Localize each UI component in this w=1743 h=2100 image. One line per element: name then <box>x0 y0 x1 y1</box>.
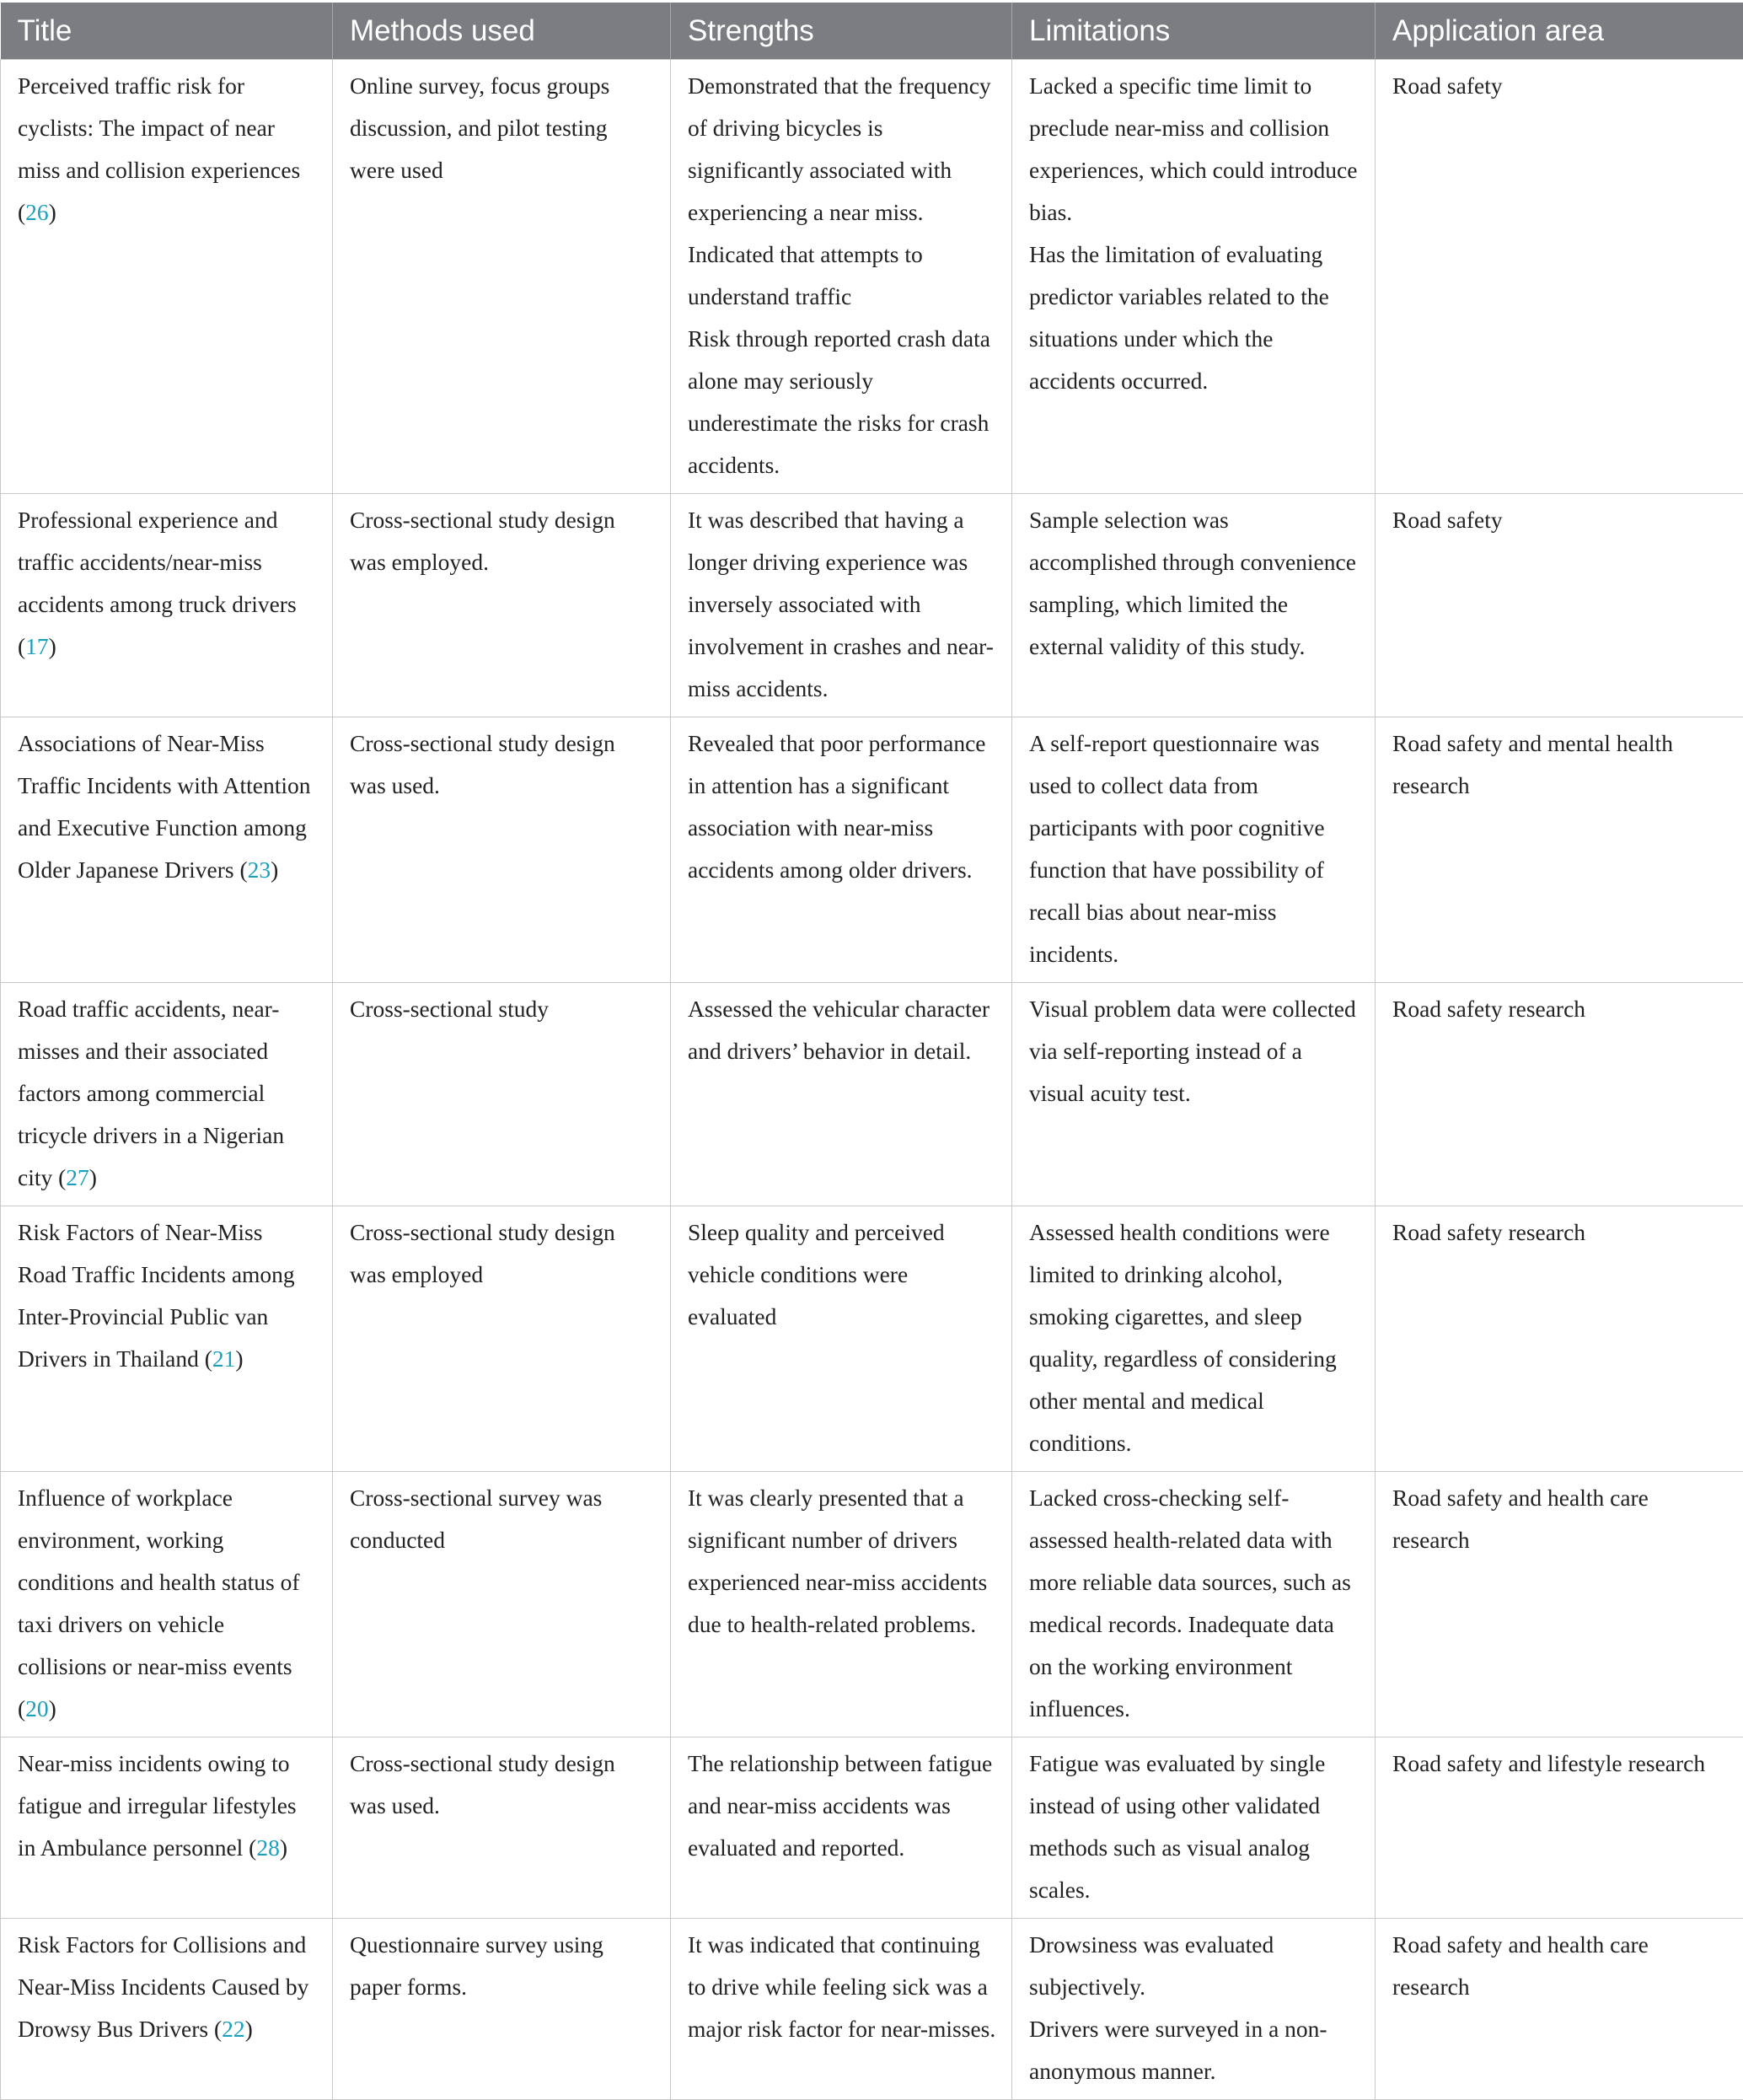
cell-strengths-text: Sleep quality and perceived vehicle conditions were evaluated <box>688 1211 996 1338</box>
cell-methods-text: Questionnaire survey using paper forms. <box>350 1924 655 2008</box>
cell-application-area: Road safety and health care research <box>1376 1919 1743 2100</box>
reference-link[interactable]: 27 <box>66 1164 89 1190</box>
cell-strengths-text: Risk through reported crash data alone may seriously underestimate the risks for crash accidents. <box>688 318 996 486</box>
cell-limitations-text: A self-report questionnaire was used to collect data from participants with poor cognitive function that have possibility of recall bias about near-miss incidents. <box>1029 722 1360 975</box>
table-row <box>1 1472 1743 1737</box>
study-title: Perceived traffic risk for cyclists: The impact of near miss and collision experiences <box>18 73 300 183</box>
cell-methods-text: Cross-sectional survey was conducted <box>350 1477 655 1561</box>
study-title: Influence of workplace environment, working conditions and health status of taxi drivers on vehicle collisions or near-miss events <box>18 1485 300 1679</box>
study-title: Risk Factors for Collisions and Near-Miss Incidents Caused by Drowsy Bus Drivers <box>18 1931 308 2042</box>
cell-methods <box>333 717 671 983</box>
cell-strengths-text: Assessed the vehicular character and drivers’ behavior in detail. <box>688 988 996 1072</box>
table-body <box>1 60 1743 2100</box>
reference-link[interactable]: 28 <box>256 1834 280 1861</box>
cell-limitations-text: Lacked cross-checking self-assessed health-related data with more reliable data sources, such as medical records. Inadequate data on the working environment influences. <box>1029 1477 1360 1730</box>
header-strengths: Strengths <box>671 3 1012 60</box>
reference-link[interactable]: 20 <box>25 1695 49 1721</box>
study-title: Associations of Near-Miss Traffic Incidents with Attention and Executive Function among Older Japanese Drivers <box>18 730 311 883</box>
cell-methods-text: Cross-sectional study design was used. <box>350 722 655 807</box>
table-row <box>1 1206 1743 1472</box>
cell-limitations <box>1012 983 1376 1206</box>
cell-limitations-text: Sample selection was accomplished through convenience sampling, which limited the external validity of this study. <box>1029 499 1360 668</box>
cell-application-area: Road safety <box>1376 494 1743 717</box>
cell-limitations-text: Has the limitation of evaluating predictor variables related to the situations under which the accidents occurred. <box>1029 234 1360 402</box>
cell-title: Influence of workplace environment, working conditions and health status of taxi drivers on vehicle collisions or near-miss events (20) <box>1 1472 333 1737</box>
cell-strengths <box>671 1472 1012 1737</box>
cell-limitations-text: Drowsiness was evaluated subjectively. <box>1029 1924 1360 2008</box>
cell-methods-text: Cross-sectional study design was used. <box>350 1743 655 1827</box>
header-application-area: Application area <box>1376 3 1743 60</box>
cell-methods <box>333 494 671 717</box>
cell-application-area: Road safety research <box>1376 1206 1743 1472</box>
review-table <box>0 3 1743 2100</box>
reference-link[interactable]: 21 <box>212 1345 236 1372</box>
study-title: Risk Factors of Near-Miss Road Traffic Incidents among Inter-Provincial Public van Drivers in Thailand <box>18 1219 295 1372</box>
cell-application-area: Road safety <box>1376 60 1743 494</box>
cell-methods <box>333 1206 671 1472</box>
cell-methods <box>333 983 671 1206</box>
cell-limitations-text: Assessed health conditions were limited to drinking alcohol, smoking cigarettes, and sleep quality, regardless of considering other mental and medical conditions. <box>1029 1211 1360 1464</box>
reference-link[interactable]: 17 <box>25 633 49 659</box>
cell-methods-text: Cross-sectional study <box>350 988 655 1030</box>
reference-link[interactable]: 23 <box>248 857 271 883</box>
cell-title: Perceived traffic risk for cyclists: The impact of near miss and collision experiences (26) <box>1 60 333 494</box>
reference-link[interactable]: 22 <box>222 2016 245 2042</box>
cell-strengths <box>671 1206 1012 1472</box>
table-row <box>1 983 1743 1206</box>
cell-application-area: Road safety and mental health research <box>1376 717 1743 983</box>
table-row <box>1 1737 1743 1919</box>
table-row <box>1 1919 1743 2100</box>
cell-application-area: Road safety and health care research <box>1376 1472 1743 1737</box>
cell-strengths <box>671 494 1012 717</box>
cell-limitations <box>1012 60 1376 494</box>
cell-strengths <box>671 717 1012 983</box>
cell-methods <box>333 1919 671 2100</box>
cell-limitations <box>1012 1472 1376 1737</box>
cell-application-area: Road safety and lifestyle research <box>1376 1737 1743 1919</box>
cell-limitations-text: Visual problem data were collected via self-reporting instead of a visual acuity test. <box>1029 988 1360 1114</box>
cell-strengths-text: Revealed that poor performance in attention has a significant association with near-miss accidents among older drivers. <box>688 722 996 891</box>
study-title: Near-miss incidents owing to fatigue and irregular lifestyles in Ambulance personnel <box>18 1750 297 1861</box>
cell-methods-text: Cross-sectional study design was employed <box>350 1211 655 1296</box>
cell-limitations-text: Lacked a specific time limit to preclude near-miss and collision experiences, which could introduce bias. <box>1029 65 1360 234</box>
cell-strengths-text: It was indicated that continuing to drive while feeling sick was a major risk factor for near-misses. <box>688 1924 996 2050</box>
cell-methods <box>333 1737 671 1919</box>
cell-limitations <box>1012 494 1376 717</box>
header-row <box>1 3 1743 60</box>
cell-strengths <box>671 1737 1012 1919</box>
cell-strengths <box>671 60 1012 494</box>
cell-title: Associations of Near-Miss Traffic Incidents with Attention and Executive Function among Older Japanese Drivers (23) <box>1 717 333 983</box>
cell-strengths-text: It was clearly presented that a significant number of drivers experienced near-miss accidents due to health-related problems. <box>688 1477 996 1646</box>
cell-limitations <box>1012 1737 1376 1919</box>
cell-strengths <box>671 1919 1012 2100</box>
cell-title: Near-miss incidents owing to fatigue and irregular lifestyles in Ambulance personnel (28) <box>1 1737 333 1919</box>
cell-strengths-text: Demonstrated that the frequency of driving bicycles is significantly associated with experiencing a near miss. <box>688 65 996 234</box>
study-title: Professional experience and traffic accidents/near-miss accidents among truck drivers <box>18 507 297 617</box>
cell-methods <box>333 1472 671 1737</box>
header-methods: Methods used <box>333 3 671 60</box>
cell-methods <box>333 60 671 494</box>
reference-link[interactable]: 26 <box>25 199 49 225</box>
cell-title: Professional experience and traffic accidents/near-miss accidents among truck drivers (17) <box>1 494 333 717</box>
table-row <box>1 717 1743 983</box>
table-row <box>1 494 1743 717</box>
cell-title: Road traffic accidents, near-misses and their associated factors among commercial tricycle drivers in a Nigerian city (27) <box>1 983 333 1206</box>
header-limitations: Limitations <box>1012 3 1376 60</box>
table-row <box>1 60 1743 494</box>
cell-application-area: Road safety research <box>1376 983 1743 1206</box>
cell-methods-text: Cross-sectional study design was employed. <box>350 499 655 583</box>
cell-title: Risk Factors of Near-Miss Road Traffic Incidents among Inter-Provincial Public van Drivers in Thailand (21) <box>1 1206 333 1472</box>
header-title: Title <box>1 3 333 60</box>
cell-limitations <box>1012 1919 1376 2100</box>
cell-title: Risk Factors for Collisions and Near-Miss Incidents Caused by Drowsy Bus Drivers (22) <box>1 1919 333 2100</box>
cell-limitations <box>1012 717 1376 983</box>
cell-methods-text: Online survey, focus groups discussion, and pilot testing were used <box>350 65 655 191</box>
cell-limitations-text: Drivers were surveyed in a non-anonymous manner. <box>1029 2008 1360 2092</box>
cell-strengths <box>671 983 1012 1206</box>
cell-strengths-text: Indicated that attempts to understand traffic <box>688 234 996 318</box>
cell-strengths-text: It was described that having a longer driving experience was inversely associated with involvement in crashes and near-miss accidents. <box>688 499 996 710</box>
study-title: Road traffic accidents, near-misses and their associated factors among commercial tricycle drivers in a Nigerian city <box>18 996 284 1190</box>
cell-limitations-text: Fatigue was evaluated by single instead of using other validated methods such as visual analog scales. <box>1029 1743 1360 1911</box>
cell-strengths-text: The relationship between fatigue and near-miss accidents was evaluated and reported. <box>688 1743 996 1869</box>
cell-limitations <box>1012 1206 1376 1472</box>
